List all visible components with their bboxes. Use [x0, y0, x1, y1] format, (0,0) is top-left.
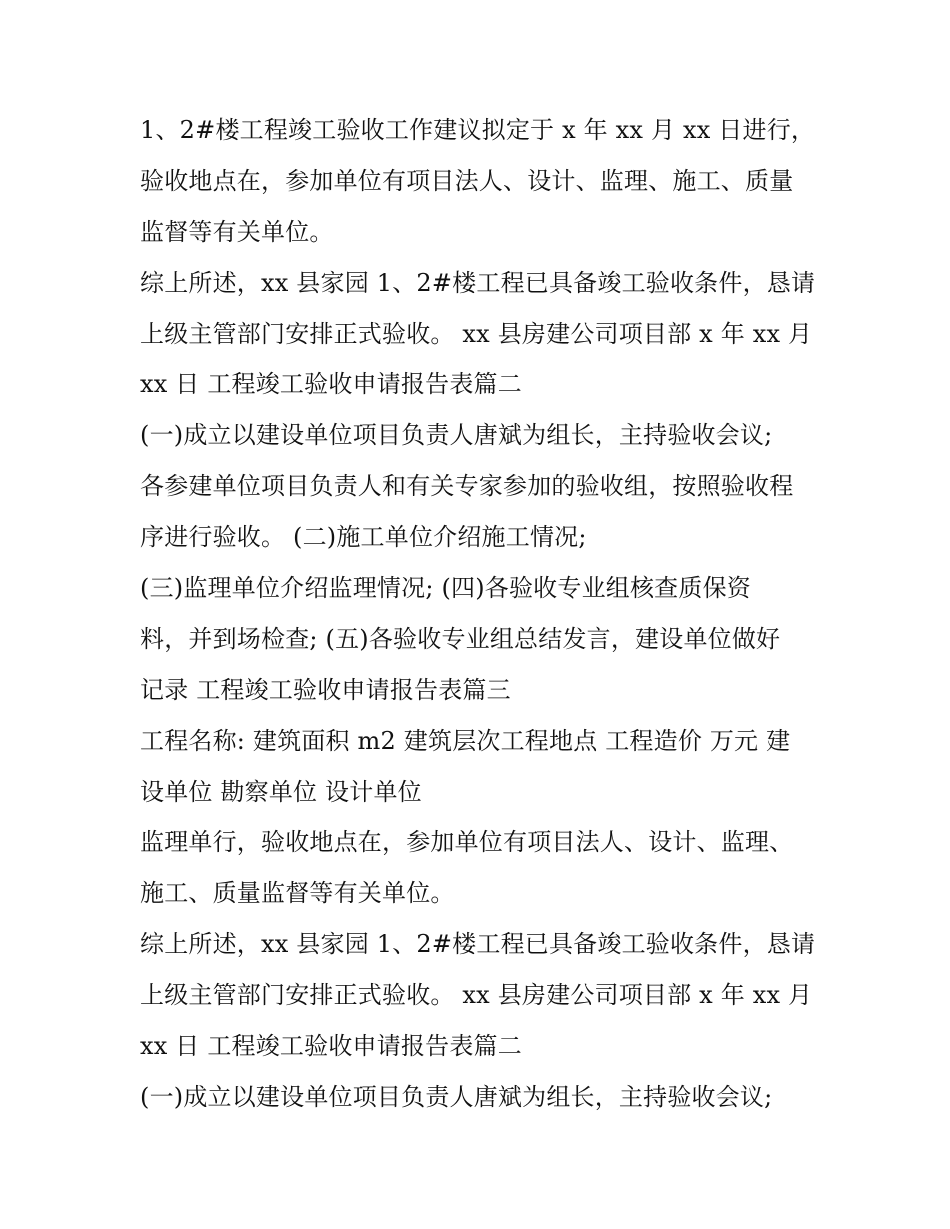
text-line: (一)成立以建设单位项目负责人唐斌为组长，主持验收会议;: [140, 421, 773, 450]
text-line: xx 日 工程竣工验收申请报告表篇二: [140, 370, 522, 399]
text-line: 1、2#楼工程竣工验收工作建议拟定于 x 年 xx 月 xx 日进行，: [140, 116, 816, 144]
text-line: 施工、质量监督等有关单位。: [140, 879, 455, 908]
text-line: 设单位 勘察单位 设计单位: [140, 777, 422, 806]
text-line: 各参建单位项目负责人和有关专家参加的验收组，按照验收程: [140, 472, 794, 501]
text-line: 监理单行，验收地点在，参加单位有项目法人、设计、监理、: [140, 828, 794, 857]
text-line: 验收地点在，参加单位有项目法人、设计、监理、施工、质量: [140, 166, 794, 195]
text-line: 综上所述，xx 县家园 1、2#楼工程已具备竣工验收条件，恳请: [140, 268, 816, 297]
text-line: xx 日 工程竣工验收申请报告表篇二: [140, 1032, 522, 1061]
text-line: 上级主管部门安排正式验收。 xx 县房建公司项目部 x 年 xx 月: [140, 981, 813, 1010]
text-line: 记录 工程竣工验收申请报告表篇三: [140, 675, 511, 704]
text-line: 上级主管部门安排正式验收。 xx 县房建公司项目部 x 年 xx 月: [140, 319, 813, 348]
document-body: [140, 105, 820, 1123]
text-line: 综上所述，xx 县家园 1、2#楼工程已具备竣工验收条件，恳请: [140, 930, 816, 959]
text-line: (一)成立以建设单位项目负责人唐斌为组长，主持验收会议;: [140, 1082, 773, 1111]
text-line: 料，并到场检查; (五)各验收专业组总结发言，建设单位做好: [140, 624, 781, 653]
text-line: 监督等有关单位。: [140, 217, 334, 246]
text-line: 工程名称: 建筑面积 m2 建筑层次工程地点 工程造价 万元 建: [140, 726, 791, 755]
text-line: 序进行验收。 (二)施工单位介绍施工情况;: [140, 523, 587, 552]
text-line: (三)监理单位介绍监理情况; (四)各验收专业组核查质保资: [140, 574, 751, 603]
